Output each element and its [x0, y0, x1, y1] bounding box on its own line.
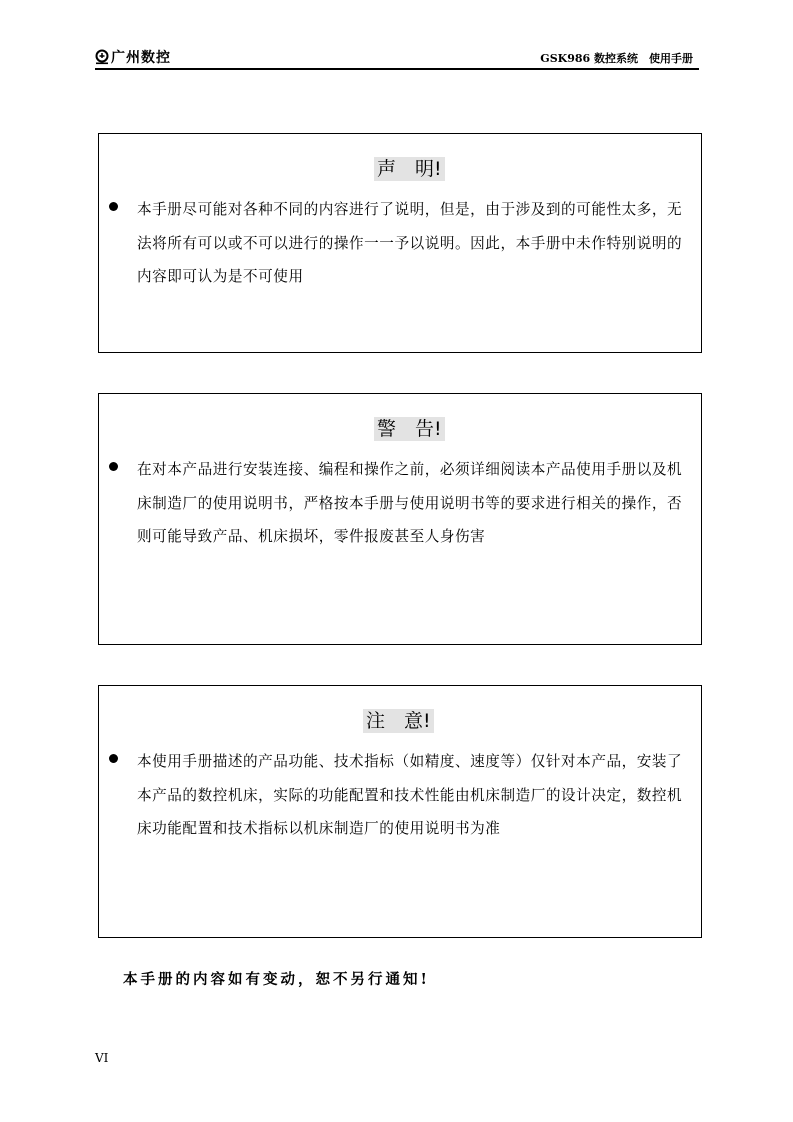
declaration-box	[98, 133, 702, 353]
change-notice: 本手册的内容如有变动，恕不另行通知!	[123, 971, 430, 988]
warning-text: 在对本产品进行安装连接、编程和操作之前，必须详细阅读本产品使用手册以及机床制造厂的使用说明书，严格按本手册与使用说明书等的要求进行相关的操作，否则可能导致产品、机床损坏，零件报废甚至人身伤害	[137, 461, 683, 545]
warning-box	[98, 393, 702, 645]
warning-title: 警 告!	[374, 417, 445, 441]
bullet-icon	[109, 202, 118, 211]
document-title: GSK986 数控系统 使用手册	[540, 52, 693, 65]
bullet-icon	[109, 462, 118, 471]
declaration-title: 声 明!	[374, 157, 445, 181]
company-name: 广州数控	[111, 50, 171, 66]
bullet-icon	[109, 754, 118, 763]
company-logo	[95, 48, 171, 66]
attention-text: 本使用手册描述的产品功能、技术指标（如精度、速度等）仅针对本产品，安装了本产品的数控机床，实际的功能配置和技术性能由机床制造厂的设计决定，数控机床功能配置和技术指标以机床制造厂的使用说明书为准	[137, 753, 683, 837]
attention-box	[98, 685, 702, 938]
page-header	[95, 46, 699, 70]
page-number: VI	[95, 1051, 109, 1065]
attention-title: 注 意!	[363, 709, 434, 733]
declaration-text: 本手册尽可能对各种不同的内容进行了说明，但是，由于涉及到的可能性太多，无法将所有可以或不可以进行的操作一一予以说明。因此，本手册中未作特别说明的内容即可认为是不可使用	[137, 201, 683, 285]
gsk-logo-icon	[95, 49, 109, 65]
